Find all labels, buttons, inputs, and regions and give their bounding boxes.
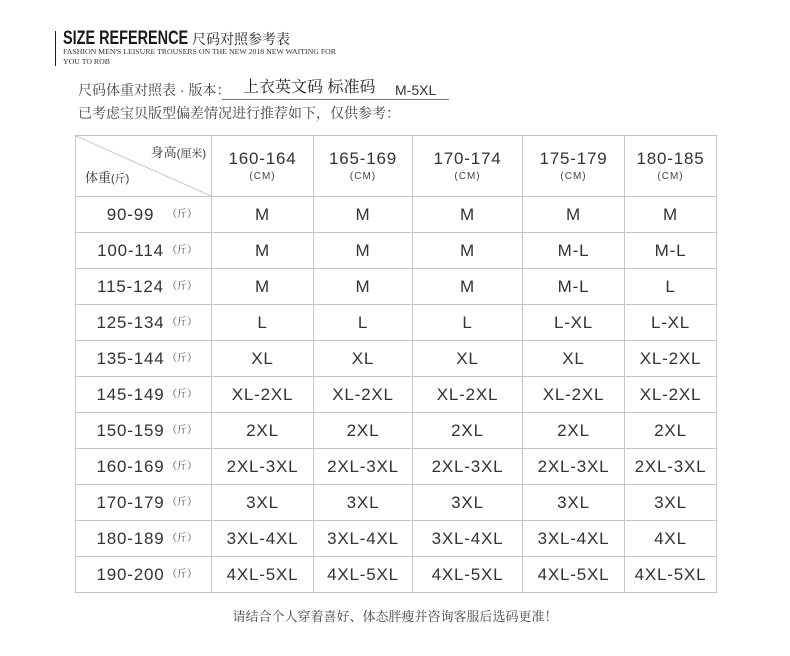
size-cell: 3XL [314, 485, 413, 521]
size-table [75, 135, 717, 593]
size-cell: 3XL-4XL [212, 521, 314, 557]
size-cell: 3XL [523, 485, 625, 521]
weight-range: 90-99 [106, 205, 155, 224]
weight-range: 145-149 [96, 385, 165, 404]
weight-unit: （斤） [167, 317, 197, 328]
size-cell: 2XL [625, 413, 717, 449]
size-cell: M-L [625, 233, 717, 269]
size-cell: L [314, 305, 413, 341]
version-range: M-5XL [395, 82, 437, 98]
size-cell: 3XL [625, 485, 717, 521]
weight-label-unit: (斤) [111, 173, 130, 185]
weight-range: 150-159 [96, 421, 165, 440]
row-header [76, 269, 212, 305]
version-label: 尺码体重对照表 · 版本： [78, 82, 231, 98]
row-header [76, 305, 212, 341]
size-cell: 2XL-3XL [212, 449, 314, 485]
weight-unit: （斤） [167, 497, 197, 508]
footer-note: 请结合个人穿着喜好、体态胖瘦并咨询客服后选码更准！ [232, 609, 558, 624]
row-header [76, 233, 212, 269]
weight-label: 体重 [85, 170, 112, 185]
size-cell: M [413, 197, 523, 233]
size-cell: 4XL-5XL [212, 557, 314, 593]
size-cell: XL [212, 341, 314, 377]
row-header [76, 521, 212, 557]
size-cell: M [413, 269, 523, 305]
column-header [523, 136, 625, 197]
version-underline [222, 99, 449, 100]
size-cell: M [212, 197, 314, 233]
size-cell: 4XL-5XL [625, 557, 717, 593]
row-header [76, 485, 212, 521]
intro-note: 已考虑宝贝版型偏差情况进行推荐如下，仅供参考： [78, 105, 400, 121]
height-label: 身高 [150, 145, 177, 160]
column-header [413, 136, 523, 197]
weight-range: 125-134 [96, 313, 165, 332]
subtitle-line: FASHION MEN'S LEISURE TROUSERS ON THE NEW 2018 NEW WAITING FOR [63, 47, 337, 56]
size-cell: XL-2XL [314, 377, 413, 413]
page-title-cn: 尺码对照参考表 [192, 31, 290, 47]
weight-unit: （斤） [167, 569, 197, 580]
size-cell: M-L [523, 233, 625, 269]
size-cell: XL-2XL [625, 341, 717, 377]
size-cell: XL-2XL [523, 377, 625, 413]
row-header [76, 341, 212, 377]
size-cell: 3XL-4XL [413, 521, 523, 557]
height-axis-label [151, 145, 206, 162]
size-cell: 2XL [314, 413, 413, 449]
size-cell: 3XL [413, 485, 523, 521]
size-cell: M [625, 197, 717, 233]
weight-axis-label [85, 170, 129, 187]
weight-unit: （斤） [167, 533, 197, 544]
size-cell: M [523, 197, 625, 233]
subtitle-line: YOU TO ROB [63, 57, 110, 66]
weight-unit: （斤） [167, 461, 197, 472]
size-cell: XL [413, 341, 523, 377]
size-cell: 4XL-5XL [314, 557, 413, 593]
page-title-en: SIZE REFERENCE [63, 28, 189, 49]
height-unit: (CM) [657, 171, 684, 182]
weight-unit: （斤） [167, 389, 197, 400]
weight-range: 100-114 [97, 241, 164, 260]
size-cell: 3XL-4XL [523, 521, 625, 557]
column-header [212, 136, 314, 197]
height-range: 160-164 [228, 149, 297, 168]
weight-range: 190-200 [96, 565, 165, 584]
size-cell: 2XL-3XL [625, 449, 717, 485]
size-cell: L-XL [625, 305, 717, 341]
height-unit: (CM) [454, 171, 481, 182]
size-cell: M [314, 233, 413, 269]
size-cell: 2XL-3XL [314, 449, 413, 485]
size-cell: XL-2XL [625, 377, 717, 413]
row-header [76, 413, 212, 449]
column-header [625, 136, 717, 197]
size-cell: 4XL [625, 521, 717, 557]
size-cell: XL-2XL [413, 377, 523, 413]
size-cell: M [212, 269, 314, 305]
weight-unit: （斤） [167, 209, 197, 220]
weight-unit: （斤） [167, 245, 197, 256]
corner-cell [76, 136, 212, 197]
size-cell: L-XL [523, 305, 625, 341]
size-cell: XL [523, 341, 625, 377]
size-cell: M [314, 197, 413, 233]
size-cell: XL [314, 341, 413, 377]
size-cell: L [625, 269, 717, 305]
size-cell: M [314, 269, 413, 305]
size-cell: 2XL [212, 413, 314, 449]
row-header [76, 197, 212, 233]
weight-unit: （斤） [167, 353, 197, 364]
size-cell: 3XL [212, 485, 314, 521]
height-unit: (CM) [249, 171, 276, 182]
size-cell: 2XL-3XL [523, 449, 625, 485]
weight-range: 170-179 [96, 493, 165, 512]
size-cell: 2XL-3XL [413, 449, 523, 485]
page-subtitle [63, 47, 336, 67]
row-header [76, 557, 212, 593]
size-cell: 3XL-4XL [314, 521, 413, 557]
height-unit: (CM) [349, 171, 377, 182]
height-range: 180-185 [636, 149, 705, 168]
row-header [76, 377, 212, 413]
size-cell: L [413, 305, 523, 341]
weight-range: 115-124 [97, 277, 164, 296]
weight-range: 160-169 [96, 457, 165, 476]
size-cell: M-L [523, 269, 625, 305]
weight-unit: （斤） [167, 425, 197, 436]
title-divider [55, 31, 56, 66]
size-cell: 4XL-5XL [413, 557, 523, 593]
version-value: 上衣英文码 标准码 [243, 79, 376, 96]
height-range: 170-174 [433, 149, 502, 168]
row-header [76, 449, 212, 485]
size-cell: 4XL-5XL [523, 557, 625, 593]
column-header [314, 136, 413, 197]
size-cell: 2XL [523, 413, 625, 449]
weight-unit: （斤） [167, 281, 197, 292]
weight-range: 135-144 [96, 349, 165, 368]
size-cell: L [212, 305, 314, 341]
height-range: 175-179 [539, 149, 608, 168]
size-cell: M [413, 233, 523, 269]
weight-range: 180-189 [96, 529, 165, 548]
size-cell: XL-2XL [212, 377, 314, 413]
height-unit: (CM) [560, 171, 587, 182]
size-cell: M [212, 233, 314, 269]
height-range: 165-169 [329, 149, 397, 168]
height-label-unit: (厘米) [176, 148, 206, 160]
size-cell: 2XL [413, 413, 523, 449]
